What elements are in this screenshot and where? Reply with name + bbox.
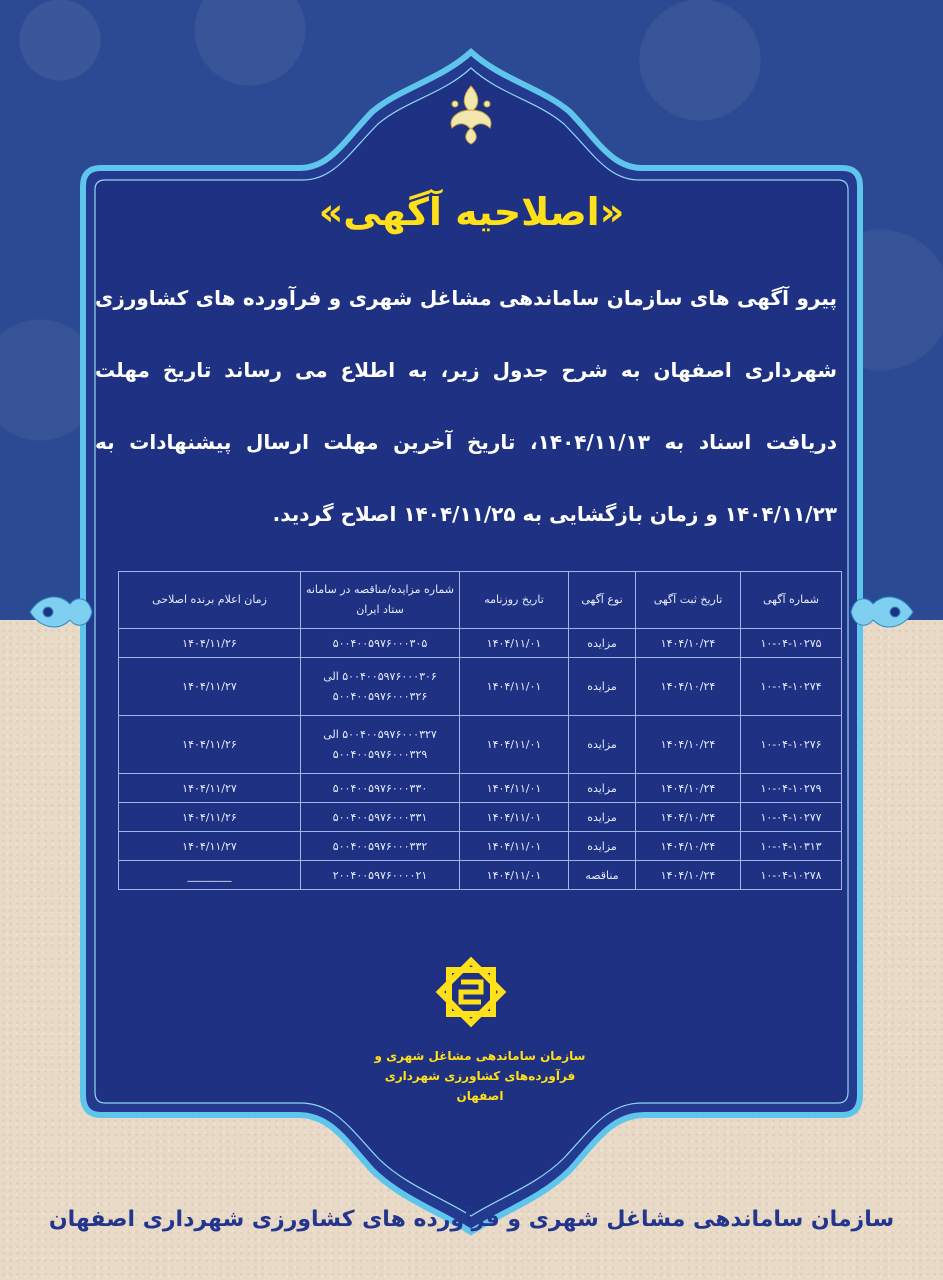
cell-setad-number: ۵۰۰۴۰۰۵۹۷۶۰۰۰۳۲۷ الی ۵۰۰۴۰۰۵۹۷۶۰۰۰۳۲۹ (301, 716, 460, 774)
notice-paragraph: پیرو آگهی های سازمان ساماندهی مشاغل شهری و فرآورده های کشاورزی شهرداری اصفهان به شرح جدول زیر، به اطلاع می رساند تاریخ مهلت دریافت اسناد به ۱۴۰۴/۱۱/۱۳، تاریخ آخرین مهلت ارسال پیشنهادات به ۱۴۰۴/۱۱/۲۳ و زمان بازگشایی به ۱۴۰۴/۱۱/۲۵ اصلاح گردید. (95, 286, 837, 526)
cell-newspaper-date: ۱۴۰۴/۱۱/۰۱ (460, 832, 569, 861)
cell-winner-date: ۱۴۰۴/۱۱/۲۷ (119, 774, 301, 803)
cell-notice-type: مزایده (569, 658, 636, 716)
cell-winner-date: ۱۴۰۴/۱۱/۲۷ (119, 832, 301, 861)
cell-notice-number: ۱۰-۰۴-۱۰۲۷۸ (741, 861, 842, 890)
cell-newspaper-date: ۱۴۰۴/۱۱/۰۱ (460, 716, 569, 774)
cell-notice-number: ۱۰-۰۴-۱۰۲۷۶ (741, 716, 842, 774)
cell-registration-date: ۱۴۰۴/۱۰/۲۴ (636, 861, 741, 890)
footer-organization-name: سازمان ساماندهی مشاغل شهری و فرآورده های کشاورزی شهرداری اصفهان (48, 1207, 895, 1232)
cell-notice-number: ۱۰-۰۴-۱۰۲۷۴ (741, 658, 842, 716)
header-notice-number: شماره آگهی (741, 572, 842, 629)
header-notice-type: نوع آگهی (569, 572, 636, 629)
cell-notice-number: ۱۰-۰۴-۱۰۲۷۹ (741, 774, 842, 803)
right-side-ornament-icon (851, 597, 913, 627)
cell-registration-date: ۱۴۰۴/۱۰/۲۴ (636, 629, 741, 658)
organization-logo-caption (370, 1046, 590, 1106)
table-row (119, 832, 842, 861)
cell-setad-number: ۲۰۰۴۰۰۵۹۷۶۰۰۰۰۲۱ (301, 861, 460, 890)
cell-setad-number: ۵۰۰۴۰۰۵۹۷۶۰۰۰۳۳۲ (301, 832, 460, 861)
cell-notice-number: ۱۰-۰۴-۱۰۳۱۳ (741, 832, 842, 861)
header-winner-announcement: زمان اعلام برنده اصلاحی (119, 572, 301, 629)
cell-newspaper-date: ۱۴۰۴/۱۱/۰۱ (460, 803, 569, 832)
cell-registration-date: ۱۴۰۴/۱۰/۲۴ (636, 658, 741, 716)
table-row (119, 629, 842, 658)
cell-winner-date: ۱۴۰۴/۱۱/۲۷ (119, 658, 301, 716)
cell-newspaper-date: ۱۴۰۴/۱۱/۰۱ (460, 774, 569, 803)
cell-registration-date: ۱۴۰۴/۱۰/۲۴ (636, 803, 741, 832)
cell-notice-type: مزایده (569, 774, 636, 803)
table-row (119, 803, 842, 832)
cell-setad-number: ۵۰۰۴۰۰۵۹۷۶۰۰۰۳۰۶ الی ۵۰۰۴۰۰۵۹۷۶۰۰۰۳۲۶ (301, 658, 460, 716)
cell-newspaper-date: ۱۴۰۴/۱۱/۰۱ (460, 658, 569, 716)
table-row (119, 658, 842, 716)
table-row (119, 774, 842, 803)
header-registration-date: تاریخ ثبت آگهی (636, 572, 741, 629)
cell-newspaper-date: ۱۴۰۴/۱۱/۰۱ (460, 629, 569, 658)
header-setad-number: شماره مزایده/مناقصه در سامانه ستاد ایران (301, 572, 460, 629)
table-row (119, 861, 842, 890)
cell-notice-number: ۱۰-۰۴-۱۰۲۷۵ (741, 629, 842, 658)
cell-registration-date: ۱۴۰۴/۱۰/۲۴ (636, 716, 741, 774)
cell-winner-date: ________ (119, 861, 301, 890)
cell-winner-date: ۱۴۰۴/۱۱/۲۶ (119, 716, 301, 774)
cell-setad-number: ۵۰۰۴۰۰۵۹۷۶۰۰۰۳۰۵ (301, 629, 460, 658)
logo-caption-line1: سازمان ساماندهی مشاغل شهری و (374, 1049, 586, 1063)
cell-notice-type: مزایده (569, 803, 636, 832)
table-header-row (119, 572, 842, 629)
logo-caption-line2: فرآورده‌های کشاورزی شهرداری اصفهان (384, 1069, 576, 1103)
cell-registration-date: ۱۴۰۴/۱۰/۲۴ (636, 832, 741, 861)
auction-table (118, 571, 842, 890)
organization-logo-icon (440, 961, 502, 1023)
cell-winner-date: ۱۴۰۴/۱۱/۲۶ (119, 803, 301, 832)
cell-notice-number: ۱۰-۰۴-۱۰۲۷۷ (741, 803, 842, 832)
cell-notice-type: مزایده (569, 629, 636, 658)
cell-notice-type: مزایده (569, 716, 636, 774)
table-row (119, 716, 842, 774)
cell-setad-number: ۵۰۰۴۰۰۵۹۷۶۰۰۰۳۳۱ (301, 803, 460, 832)
cell-notice-type: مناقصه (569, 861, 636, 890)
notice-title: «اصلاحیه آگهی» (318, 190, 625, 234)
left-side-ornament-icon (30, 597, 92, 627)
cell-setad-number: ۵۰۰۴۰۰۵۹۷۶۰۰۰۳۳۰ (301, 774, 460, 803)
cell-newspaper-date: ۱۴۰۴/۱۱/۰۱ (460, 861, 569, 890)
cell-notice-type: مزایده (569, 832, 636, 861)
cell-winner-date: ۱۴۰۴/۱۱/۲۶ (119, 629, 301, 658)
header-newspaper-date: تاریخ روزنامه (460, 572, 569, 629)
cell-registration-date: ۱۴۰۴/۱۰/۲۴ (636, 774, 741, 803)
